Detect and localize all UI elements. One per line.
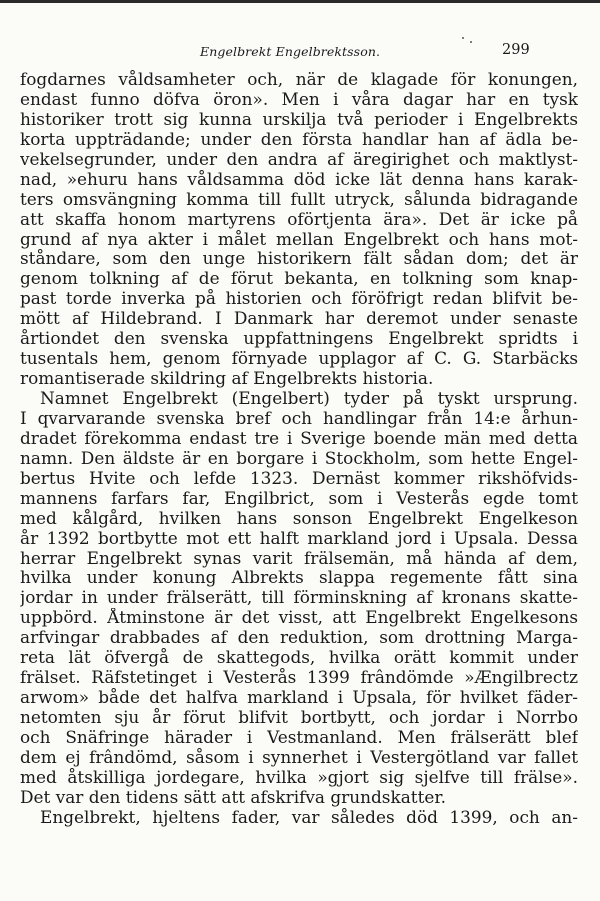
text-line: med kålgård, hvilken hans sonson Engelbrekt Engelkeson <box>20 508 578 528</box>
text-line: namn. Den äldste är en borgare i Stockholm, som hette Engel- <box>20 448 578 468</box>
paragraph-start-line: Engelbrekt, hjeltens fader, var således död 1399, och an- <box>40 807 578 827</box>
text-line: past torde inverka på historien och föröfrigt redan blifvit be- <box>20 289 578 309</box>
text-line: herrar Engelbrekt synas varit frälsemän, må hända af dem, <box>20 548 578 568</box>
paragraph-end-line: Det var den tidens sätt att afskrifva grundskatter. <box>20 787 446 807</box>
top-border-rule <box>0 0 600 3</box>
text-line: bertus Hvite och lefde 1323. Dernäst kommer rikshöfvids- <box>20 468 578 488</box>
paragraph-end-line: romantiserade skildring af Engelbrekts historia. <box>20 369 434 389</box>
text-line: endast funno döfva öron». Men i våra dagar har en tysk <box>20 89 578 109</box>
text-line: årtiondet den svenska uppfattningens Engelbrekt spridts i <box>20 329 578 349</box>
text-line: korta uppträdande; under den första handlar han af ädla be- <box>20 129 578 149</box>
running-title: Engelbrekt Engelbrektsson. <box>200 44 381 59</box>
text-line: mött af Hildebrand. I Danmark har deremot under senaste <box>20 309 578 329</box>
text-line: år 1392 bortbytte mot ett halft markland jord i Upsala. Dessa <box>20 528 578 548</box>
text-line: ståndare, som den unge historikern fält sådan dom; det är <box>20 249 578 269</box>
text-line: frälset. Räfstetinget i Vesterås 1399 frândömde »Ængilbrectz <box>20 668 578 688</box>
text-line: uppbörd. Åtminstone är det visst, att Engelbrekt Engelkesons <box>20 608 578 628</box>
text-line: grund af nya akter i målet mellan Engelbrekt och hans mot- <box>20 229 578 249</box>
text-line: reta lät öfvergå de skattegods, hvilka orätt kommit under <box>20 648 578 668</box>
text-line: arfvingar drabbades af den reduktion, som drottning Marga- <box>20 628 578 648</box>
text-line: mannens farfars far, Engilbrict, som i Vesterås egde tomt <box>20 488 578 508</box>
text-line: dradet förekomma endast tre i Sverige boende män med detta <box>20 428 578 448</box>
text-line: jordar in under frälserätt, till förminskning af kronans skatte- <box>20 588 578 608</box>
running-header <box>0 44 600 64</box>
text-line: vekelsegrunder, under den andra af äregirighet och maktlyst- <box>20 149 578 169</box>
text-line: tusentals hem, genom förnyade upplagor af C. G. Starbäcks <box>20 349 578 369</box>
text-line: genom tolkning af de förut bekanta, en tolkning som knap- <box>20 269 578 289</box>
text-line: med åtskilliga jordegare, hvilka »gjort sig sjelfve till frälse». <box>20 767 578 787</box>
text-line: historiker trott sig kunna urskilja två perioder i Engelbrekts <box>20 109 578 129</box>
paragraph-start-line: Namnet Engelbrekt (Engelbert) tyder på tyskt ursprung. <box>40 389 578 408</box>
text-line: netomten sju år förut blifvit bortbytt, och jordar i Norrbo <box>20 708 578 727</box>
text-line: arwom» både det halfva markland i Upsala, för hvilket fäder- <box>20 688 578 708</box>
text-line: dem ej frândömd, såsom i synnerhet i Vestergötland var fallet <box>20 747 578 767</box>
text-line: fogdarnes våldsamheter och, när de klagade för konungen, <box>20 70 578 89</box>
text-line: I qvarvarande svenska bref och handlingar från 14:e århun- <box>20 408 578 428</box>
text-line: att skaffa honom martyrens oförtjenta ära». Det är icke på <box>20 209 578 229</box>
body-text <box>20 70 578 828</box>
page-number: 299 <box>502 42 530 58</box>
ink-speck <box>462 37 464 39</box>
text-line: hvilka under konung Albrekts slappa regemente fått sina <box>20 568 578 588</box>
text-line: och Snäfringe härader i Vestmanland. Men frälserätt blef <box>20 727 578 747</box>
ink-speck <box>470 41 472 43</box>
text-line: ters omsvängning komma till fullt utryck, sålunda bidragande <box>20 189 578 209</box>
text-line: nad, »ehuru hans våldsamma död icke lät denna hans karak- <box>20 169 578 189</box>
